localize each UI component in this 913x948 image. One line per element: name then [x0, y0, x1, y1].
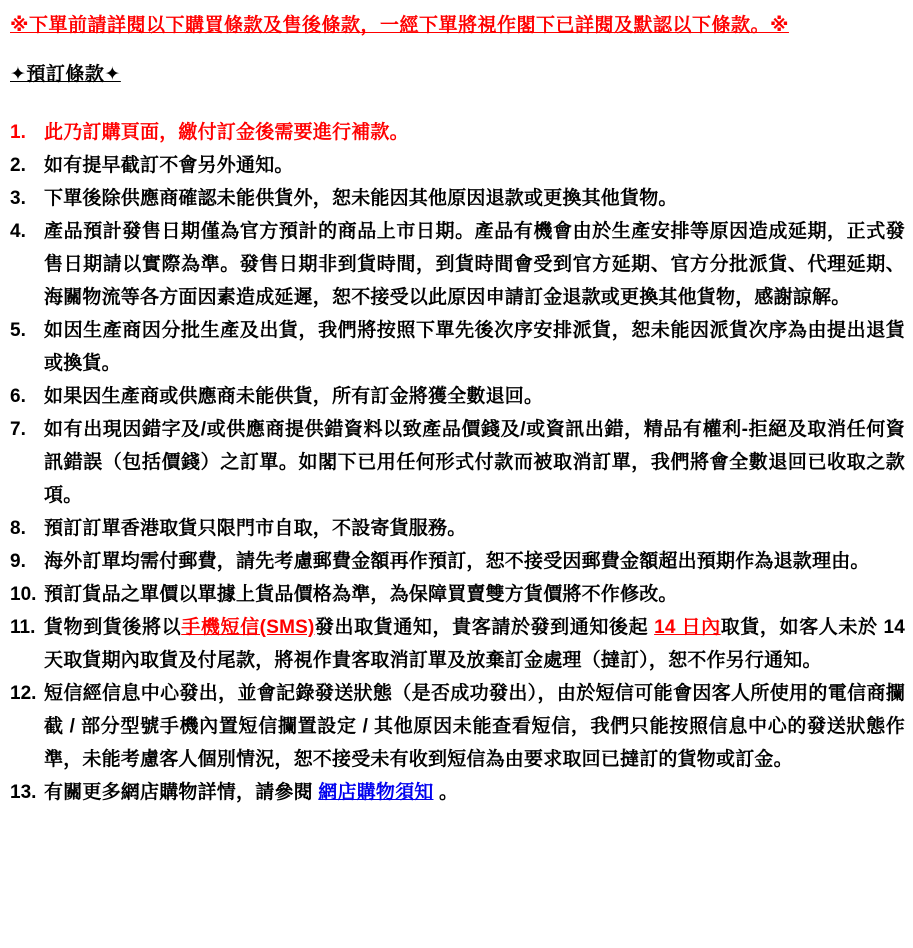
term-number: 2.: [10, 155, 26, 177]
term-text: [44, 413, 905, 512]
term-text-segment: 短信經信息中心發出，並會記錄發送狀態（是否成功發出），由於短信可能會因客人所使用的電信商攔截 / 部分型號手機內置短信攔置設定 / 其他原因未能查看短信，我們只能按照信息中心的發送狀態作準，未能考慮客人個別情況，恕不接受未有收到短信為由要求取回已撻訂的貨物或訂金。: [44, 683, 905, 771]
term-item-10: [10, 578, 905, 611]
terms-list: [10, 116, 905, 809]
term-number: 12.: [10, 683, 37, 705]
term-number: 9.: [10, 551, 26, 573]
term-number: 13.: [10, 782, 37, 804]
term-text-segment: 貨物到貨後將以: [44, 617, 182, 639]
term-item-3: [10, 182, 905, 215]
term-number: 10.: [10, 584, 37, 606]
term-text-segment: 如有出現因錯字及/或供應商提供錯資料以致產品價錢及/或資訊出錯，精品有權利-拒絕及取消任何資訊錯誤（包括價錢）之訂單。如閣下已用任何形式付款而被取消訂單，我們將會全數退回已收取之款項。: [44, 419, 905, 507]
term-text: [44, 182, 905, 215]
term-text-segment: 此乃訂購頁面，繳付訂金後需要進行補款。: [44, 122, 409, 144]
term-number: 3.: [10, 188, 26, 210]
term-text-segment: 發出取貨通知，貴客請於發到通知後起: [314, 617, 655, 639]
term-text: [44, 116, 905, 149]
term-item-13: [10, 776, 905, 809]
term-item-5: [10, 314, 905, 380]
term-text-segment: 如果因生產商或供應商未能供貨，所有訂金將獲全數退回。: [44, 386, 544, 408]
term-text: [44, 149, 905, 182]
term-text-segment: 產品預計發售日期僅為官方預計的商品上市日期。產品有機會由於生產安排等原因造成延期，正式發售日期請以實際為準。發售日期非到貨時間，到貨時間會受到官方延期、官方分批派貨、代理延期、海關物流等各方面因素造成延遲，恕不接受以此原因申請訂金退款或更換其他貨物，感謝諒解。: [44, 221, 905, 309]
term-text: [44, 677, 905, 776]
term-text-segment: 海外訂單均需付郵費，請先考慮郵費金額再作預訂，恕不接受因郵費金額超出預期作為退款理由。: [44, 551, 870, 573]
term-number: 8.: [10, 518, 26, 540]
term-item-12: [10, 677, 905, 776]
term-item-4: [10, 215, 905, 314]
section-heading-preorder-terms: ✦預訂條款✦: [10, 63, 121, 85]
highlighted-text: 手機短信(SMS): [181, 617, 315, 639]
term-number: 11.: [10, 617, 36, 639]
term-text: [44, 380, 905, 413]
term-item-2: [10, 149, 905, 182]
term-text-segment: 如因生產商因分批生產及出貨，我們將按照下單先後次序安排派貨，恕未能因派貨次序為由提出退貨或換貨。: [44, 320, 905, 375]
term-text-segment: 預訂訂單香港取貨只限門市自取，不設寄貨服務。: [44, 518, 467, 540]
store-shopping-notes-link[interactable]: 網店購物須知: [318, 782, 434, 804]
term-text: [44, 215, 905, 314]
term-text-segment: 有關更多網店購物詳情，請參閱: [44, 782, 319, 804]
term-text-segment: 如有提早截訂不會另外通知。: [44, 155, 294, 177]
term-text: [44, 611, 905, 677]
term-text: [44, 314, 905, 380]
term-item-9: [10, 545, 905, 578]
term-number: 7.: [10, 419, 26, 441]
term-number: 1.: [10, 122, 26, 144]
term-text: [44, 776, 905, 809]
highlighted-text: 14 日內: [654, 617, 721, 639]
term-number: 6.: [10, 386, 26, 408]
term-number: 5.: [10, 320, 26, 342]
term-item-6: [10, 380, 905, 413]
term-text-segment: 下單後除供應商確認未能供貨外，恕未能因其他原因退款或更換其他貨物。: [44, 188, 678, 210]
term-text: [44, 512, 905, 545]
term-text-segment: 。: [433, 782, 459, 804]
term-item-1: [10, 116, 905, 149]
term-item-7: [10, 413, 905, 512]
term-item-8: [10, 512, 905, 545]
term-text: [44, 545, 905, 578]
term-number: 4.: [10, 221, 26, 243]
term-item-11: [10, 611, 905, 677]
page-title: ※下單前請詳閱以下購買條款及售後條款，一經下單將視作閣下已詳閱及默認以下條款。※: [10, 15, 789, 36]
term-text: [44, 578, 905, 611]
term-text-segment: 預訂貨品之單價以單據上貨品價格為準，為保障買賣雙方貨價將不作修改。: [44, 584, 678, 606]
term-text-segment: 取貨，如客人未於 14 天取貨期內取貨及付尾款，將視作貴客取消訂單及放棄訂金處理（撻訂），恕不作另行通知。: [44, 617, 905, 672]
